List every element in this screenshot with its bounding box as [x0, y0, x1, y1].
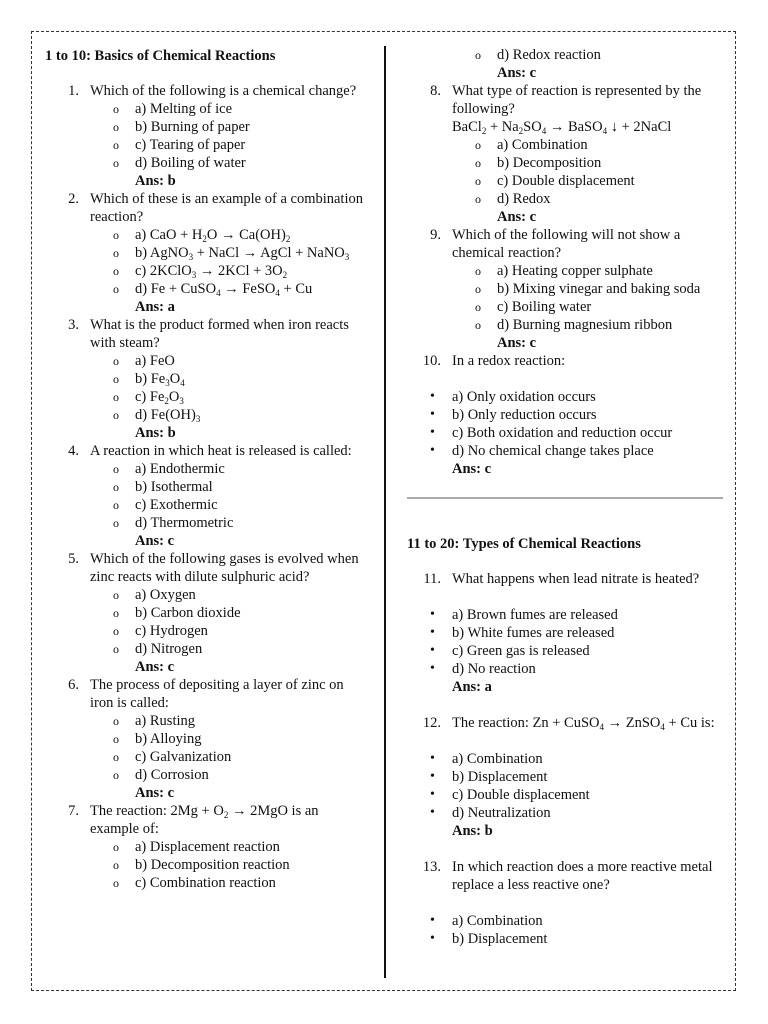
option-item [407, 316, 725, 334]
option-text: b) AgNO$_3$ + NaCl → AgCl + NaNO$_3$ [135, 245, 350, 262]
option-item [45, 640, 370, 658]
answer-label: Ans: c [497, 209, 537, 225]
answer-label: Ans: c [497, 335, 537, 351]
option-item [45, 856, 370, 874]
question [45, 550, 370, 586]
left-column [45, 46, 370, 892]
option-text: b) Mixing vinegar and baking soda [497, 281, 701, 297]
question-number: 5. [68, 551, 79, 567]
spacer [407, 696, 725, 714]
option-text: b) Decomposition [497, 155, 602, 171]
option-item [407, 136, 725, 154]
bullet-icon: • [430, 425, 435, 440]
circle-bullet-icon: o [113, 516, 119, 530]
option-text: b) White fumes are released [452, 625, 615, 641]
option-list [407, 606, 725, 678]
circle-bullet-icon: o [113, 840, 119, 854]
question-number: 4. [68, 443, 79, 459]
question-text: In which reaction does a more reactive metal replace a less reactive one? [452, 859, 713, 893]
option-item [45, 118, 370, 136]
bullet-icon: • [430, 607, 435, 622]
circle-bullet-icon: o [475, 264, 481, 278]
option-text: a) Oxygen [135, 587, 196, 603]
option-text: d) Burning magnesium ribbon [497, 317, 673, 333]
circle-bullet-icon: o [113, 480, 119, 494]
circle-bullet-icon: o [113, 606, 119, 620]
option-text: c) $Fe_2O_3$ [135, 389, 184, 406]
option-text: d) Redox [497, 191, 551, 207]
question-number: 12. [422, 715, 441, 731]
option-list [407, 388, 725, 460]
option-item [407, 298, 725, 316]
option-text: a) CaO + $H_2O \to Ca(OH)_2$ [135, 227, 291, 244]
option-item [407, 642, 725, 660]
circle-bullet-icon: o [113, 264, 119, 278]
option-text: b) Displacement [452, 769, 548, 785]
option-text: b) Only reduction occurs [452, 407, 597, 423]
option-list [45, 586, 370, 658]
option-text: b) Displacement [452, 931, 548, 947]
circle-bullet-icon: o [475, 174, 481, 188]
question [45, 190, 370, 226]
bullet-icon: • [430, 931, 435, 946]
answer-label: Ans: c [135, 785, 175, 801]
option-text: c) 2KClO$_3$ → $2KCl + 3O_2$ [135, 263, 288, 280]
question-text: Which of the following is a chemical change? [90, 83, 357, 99]
bullet-icon: • [430, 643, 435, 658]
spacer [407, 840, 725, 858]
circle-bullet-icon: o [113, 588, 119, 602]
option-item [407, 768, 725, 786]
option-item [407, 406, 725, 424]
circle-bullet-icon: o [113, 102, 119, 116]
circle-bullet-icon: o [475, 318, 481, 332]
circle-bullet-icon: o [475, 156, 481, 170]
option-text: c) Combination reaction [135, 875, 276, 891]
option-text: b) Carbon dioxide [135, 605, 241, 621]
circle-bullet-icon: o [475, 300, 481, 314]
question [407, 714, 725, 732]
option-list [45, 712, 370, 784]
option-list [45, 226, 370, 298]
option-text: b) Isothermal [135, 479, 213, 495]
question-text: In a redox reaction: [452, 353, 566, 369]
question-number: 13. [422, 859, 441, 875]
question-number: 7. [68, 803, 79, 819]
circle-bullet-icon: o [113, 120, 119, 134]
option-list [407, 750, 725, 822]
option-text: b) Decomposition reaction [135, 857, 290, 873]
option-item [407, 388, 725, 406]
option-item [407, 154, 725, 172]
option-item [407, 804, 725, 822]
section-heading-2: 11 to 20: Types of Chemical Reactions [407, 536, 641, 552]
spacer [407, 894, 725, 912]
spacer [407, 588, 725, 606]
option-item [407, 750, 725, 768]
circle-bullet-icon: o [113, 372, 119, 386]
option-text: b) Alloying [135, 731, 202, 747]
option-item [407, 46, 725, 64]
circle-bullet-icon: o [113, 876, 119, 890]
circle-bullet-icon: o [113, 408, 119, 422]
answer-label: Ans: b [135, 173, 176, 189]
question-text: Which of the following gases is evolved when zinc reacts with dilute sulphuric acid? [90, 551, 359, 585]
option-text: c) Green gas is released [452, 643, 590, 659]
answer-label: Ans: b [135, 425, 176, 441]
circle-bullet-icon: o [113, 156, 119, 170]
option-list [407, 46, 725, 64]
option-item [407, 262, 725, 280]
question-text: Which of the following will not show a chemical reaction? [452, 227, 681, 261]
circle-bullet-icon: o [475, 48, 481, 62]
spacer [407, 370, 725, 388]
option-text: d) No reaction [452, 661, 536, 677]
option-text: c) Both oxidation and reduction occur [452, 425, 673, 441]
question-number: 3. [68, 317, 79, 333]
circle-bullet-icon: o [113, 246, 119, 260]
option-item [45, 370, 370, 388]
question-text: What is the product formed when iron reacts with steam? [90, 317, 349, 351]
option-text: d) Neutralization [452, 805, 551, 821]
bullet-icon: • [430, 407, 435, 422]
bullet-icon: • [430, 751, 435, 766]
option-text: d) $Fe(OH)_3$ [135, 407, 201, 424]
option-item [45, 604, 370, 622]
option-item [45, 730, 370, 748]
option-item [45, 496, 370, 514]
option-item [407, 660, 725, 678]
circle-bullet-icon: o [113, 138, 119, 152]
option-text: a) Heating copper sulphate [497, 263, 653, 279]
option-text: d) Thermometric [135, 515, 234, 531]
option-text: c) Galvanization [135, 749, 232, 765]
option-item [45, 712, 370, 730]
option-list [45, 460, 370, 532]
option-item [45, 406, 370, 424]
option-text: a) Melting of ice [135, 101, 233, 117]
option-item [45, 154, 370, 172]
option-text: c) Exothermic [135, 497, 218, 513]
option-item [407, 930, 725, 948]
question-text: A reaction in which heat is released is called: [90, 443, 352, 459]
option-text: b) Burning of paper [135, 119, 250, 135]
question-text: The reaction: $2Mg + O_2 \to 2MgO$ is an example of: [90, 803, 319, 837]
question-text: What happens when lead nitrate is heated? [452, 571, 700, 587]
option-item [45, 100, 370, 118]
answer-label: Ans: c [135, 659, 175, 675]
question-text: What type of reaction is represented by the following? BaCl$_2$ + $Na_2SO_4$ → BaSO$_4$ ↓ + 2NaCl [452, 83, 702, 136]
circle-bullet-icon: o [113, 858, 119, 872]
bullet-icon: • [430, 443, 435, 458]
option-list [45, 838, 370, 892]
option-text: d) Fe + CuSO$_4$ → FeSO$_4$ + Cu [135, 281, 313, 298]
circle-bullet-icon: o [113, 768, 119, 782]
circle-bullet-icon: o [113, 642, 119, 656]
question-list-1 [45, 82, 370, 892]
option-list [407, 912, 725, 948]
option-item [407, 606, 725, 624]
option-item [407, 624, 725, 642]
option-text: a) FeO [135, 353, 175, 369]
circle-bullet-icon: o [475, 282, 481, 296]
option-list [407, 136, 725, 208]
question-number: 8. [430, 83, 441, 99]
option-list [407, 262, 725, 334]
bullet-icon: • [430, 805, 435, 820]
answer-label: Ans: c [135, 533, 175, 549]
option-item [45, 748, 370, 766]
option-item [45, 514, 370, 532]
question-number: 11. [423, 571, 441, 587]
question-list-continued [407, 46, 725, 478]
option-text: a) Brown fumes are released [452, 607, 618, 623]
option-item [407, 912, 725, 930]
circle-bullet-icon: o [113, 390, 119, 404]
option-text: b) $Fe_3O_4$ [135, 371, 185, 388]
question-list-2 [407, 570, 725, 948]
option-item [45, 244, 370, 262]
question-number: 10. [422, 353, 441, 369]
question-text: The process of depositing a layer of zinc on iron is called: [90, 677, 344, 711]
option-item [407, 190, 725, 208]
option-item [45, 280, 370, 298]
section-heading-1: 1 to 10: Basics of Chemical Reactions [45, 48, 276, 64]
option-item [407, 424, 725, 442]
option-text: d) Boiling of water [135, 155, 246, 171]
bullet-icon: • [430, 787, 435, 802]
circle-bullet-icon: o [113, 228, 119, 242]
section-divider [407, 497, 723, 499]
option-text: c) Boiling water [497, 299, 592, 315]
question-text: Which of these is an example of a combination reaction? [90, 191, 363, 225]
bullet-icon: • [430, 389, 435, 404]
question-number: 6. [68, 677, 79, 693]
option-text: a) Rusting [135, 713, 196, 729]
option-list [45, 352, 370, 424]
question [407, 226, 725, 262]
answer-label: Ans: c [452, 461, 492, 477]
circle-bullet-icon: o [113, 732, 119, 746]
section-2 [407, 534, 725, 948]
answer-label: Ans: b [452, 823, 493, 839]
circle-bullet-icon: o [113, 498, 119, 512]
circle-bullet-icon: o [113, 282, 119, 296]
option-text: a) Endothermic [135, 461, 225, 477]
option-text: d) Redox reaction [497, 47, 601, 63]
answer-label: Ans: c [497, 65, 537, 81]
bullet-icon: • [430, 661, 435, 676]
option-text: a) Only oxidation occurs [452, 389, 596, 405]
option-item [407, 280, 725, 298]
question [45, 442, 370, 460]
option-list [45, 100, 370, 172]
option-text: a) Combination [452, 751, 543, 767]
right-column [407, 46, 725, 947]
question-text: The reaction: Zn + CuSO$_4$ → ZnSO$_4$ + Cu is: [452, 715, 715, 732]
circle-bullet-icon: o [113, 354, 119, 368]
question [407, 858, 725, 894]
question [407, 82, 725, 136]
option-item [45, 226, 370, 244]
column-divider [384, 46, 386, 978]
spacer [407, 732, 725, 750]
option-item [407, 172, 725, 190]
bullet-icon: • [430, 913, 435, 928]
option-text: a) Combination [452, 913, 543, 929]
bullet-icon: • [430, 769, 435, 784]
option-text: c) Hydrogen [135, 623, 208, 639]
circle-bullet-icon: o [113, 462, 119, 476]
option-text: d) No chemical change takes place [452, 443, 654, 459]
option-item [45, 352, 370, 370]
question [407, 570, 725, 588]
option-text: d) Nitrogen [135, 641, 203, 657]
option-item [45, 460, 370, 478]
option-text: c) Double displacement [497, 173, 635, 189]
question-number: 1. [68, 83, 79, 99]
question-number: 2. [68, 191, 79, 207]
bullet-icon: • [430, 625, 435, 640]
option-text: d) Corrosion [135, 767, 209, 783]
circle-bullet-icon: o [113, 750, 119, 764]
circle-bullet-icon: o [475, 138, 481, 152]
question [407, 352, 725, 370]
option-item [407, 786, 725, 804]
option-item [407, 442, 725, 460]
option-item [45, 838, 370, 856]
circle-bullet-icon: o [113, 624, 119, 638]
circle-bullet-icon: o [113, 714, 119, 728]
option-item [45, 478, 370, 496]
question-number: 9. [430, 227, 441, 243]
option-item [45, 388, 370, 406]
answer-label: Ans: a [135, 299, 175, 315]
answer-label: Ans: a [452, 679, 492, 695]
option-item [45, 766, 370, 784]
option-text: c) Double displacement [452, 787, 590, 803]
option-text: a) Combination [497, 137, 588, 153]
question [45, 316, 370, 352]
question [45, 82, 370, 100]
option-item [45, 586, 370, 604]
option-text: a) Displacement reaction [135, 839, 280, 855]
option-item [45, 262, 370, 280]
circle-bullet-icon: o [475, 192, 481, 206]
option-item [45, 622, 370, 640]
option-text: c) Tearing of paper [135, 137, 246, 153]
option-item [45, 874, 370, 892]
question [45, 802, 370, 838]
question [45, 676, 370, 712]
option-item [45, 136, 370, 154]
